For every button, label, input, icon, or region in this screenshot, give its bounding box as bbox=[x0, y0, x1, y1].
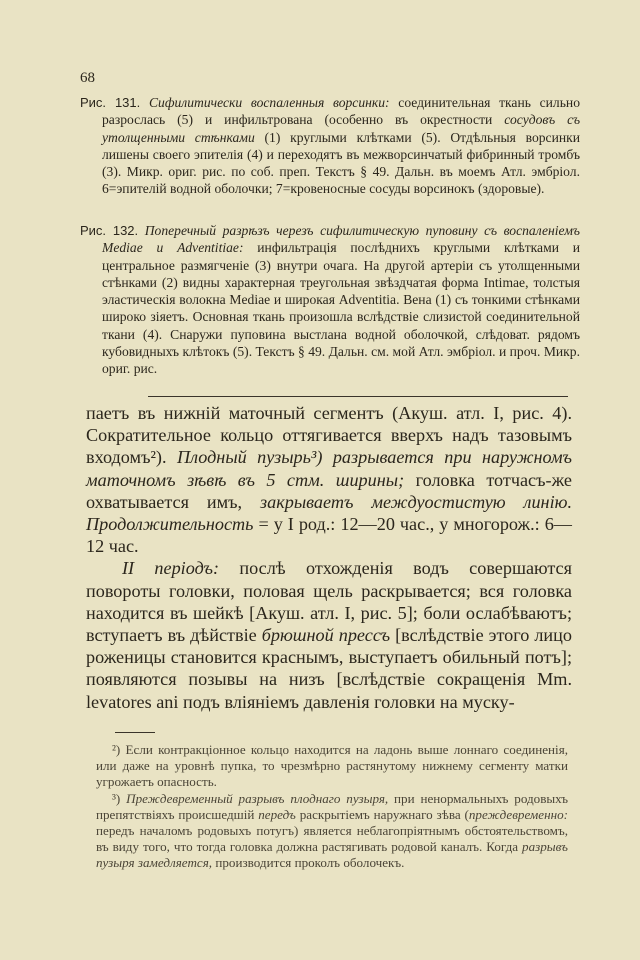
figure-label: Рис. 131. bbox=[80, 95, 141, 110]
caption-italic: сосудовъ съ утолщенными стѣнками bbox=[102, 112, 580, 145]
body-italic: брюшной прессъ bbox=[261, 625, 391, 646]
footnote-text: раскрытіемъ наружнаго зѣва ( bbox=[299, 806, 469, 822]
footnote-italic: Преждевременный разрывъ плоднаго пузыря, bbox=[126, 790, 389, 806]
body-text: [вслѣдствіе этого лицо роженицы становится краснымъ, выступаетъ обильный потъ]; появляются позывы на низъ [вслѣдствіе сокращенія Mm. levatores ani подъ вліяніемъ давленія головки на муску- bbox=[86, 625, 572, 712]
footnote-italic: передъ bbox=[258, 806, 296, 822]
caption-text: инфильтрація послѣднихъ круглыми клѣтками и центральное размягченіе (3) внутри очага. На другой артеріи съ утолщенными стѣнками (2) видны характерная треугольная звѣздчатая форма Intimae, толстыя эластическія волокна Mediae и широкая Adventitia. Вена (1) съ тонкими стѣнками широко зіяетъ. Основная ткань произошла вслѣдствіе слизистой соединительной ткани (4). Снаружи пуповина выстлана водной оболочкой, слѣдоват. рядомъ кубовидныхъ клѣтокъ (5). Текстъ § 49. Дальн. см. мой Атл. эмбріол. и проч. Микр. ориг. рис. bbox=[102, 240, 580, 377]
footnote-3 bbox=[96, 791, 568, 872]
body-text: паетъ въ нижній маточный сегментъ (Акуш. атл. I, рис. 4). Сократительное кольцо оттягивается вверхъ надъ тазовымъ входомъ²). bbox=[86, 403, 572, 468]
caption-title: Сифилитически воспаленныя ворсинки: bbox=[148, 95, 390, 110]
body-text: головка тотчасъ-же охватывается имъ, bbox=[86, 469, 572, 512]
body-text: послѣ отхожденія водъ совершаются повороты головки, половая щель раскрывается; вся головка находится въ шейкѣ [Акуш. атл. I, рис. 5]; боли ослабѣваютъ; вступаетъ въ дѣйствіе bbox=[86, 558, 572, 646]
paragraph bbox=[86, 557, 572, 712]
footnote-divider bbox=[115, 732, 155, 733]
body-italic: Плодный пузырь³) разрывается при наружномъ маточномъ зѣвѣ въ 5 стм. ширины; bbox=[86, 447, 572, 490]
footnote-text: Если контракціонное кольцо находится на ладонь выше лоннаго соединенія, или даже на уровнѣ пупка, то чрезмѣрно растянутому нижнему сегменту матки угрожаетъ опасность. bbox=[96, 742, 568, 790]
figure-caption-131 bbox=[80, 94, 580, 198]
caption-title: Поперечный разрѣзъ черезъ сифилитическую пуповину съ воспаленіемъ Mediae и Adventitiae: bbox=[102, 223, 580, 256]
page-number: 68 bbox=[80, 70, 95, 86]
footnote-text: передъ началомъ родовыхъ потугъ) является неблагопріятнымъ обстоятельствомъ, въ виду того, что тогда головка должна растягивать родовой каналъ. Когда bbox=[96, 823, 568, 855]
footnote-mark: ²) bbox=[112, 742, 121, 757]
caption-divider bbox=[148, 396, 568, 397]
footnote-italic: преждевременно: bbox=[468, 806, 568, 822]
figure-caption-132 bbox=[80, 222, 580, 378]
footnote-mark: ³) bbox=[112, 790, 121, 806]
caption-text: (1) круглыми клѣтками (5). Отдѣльныя ворсинки лишены своего эпителія (4) и переходятъ въ межворсинчатый фибринный тромбъ (3). Микр. ориг. рис. по соб. преп. Текстъ § 49. Дальн. въ моемъ Атл. эмбріол. 6=эпителій водной оболочки; 7=кровеносные сосуды ворсинокъ (здоровые). bbox=[102, 129, 580, 197]
caption-text: соединительная ткань сильно разрослась (5) и инфильтрована (особенно въ окрестности bbox=[102, 95, 580, 128]
body-italic: II періодъ: bbox=[122, 558, 220, 579]
paragraph bbox=[86, 402, 572, 557]
footnote-text: производится проколъ оболочекъ. bbox=[215, 855, 405, 871]
figure-label: Рис. 132. bbox=[80, 223, 139, 238]
footnote-text: при ненормальныхъ родовыхъ препятствіяхъ происшедшій bbox=[96, 790, 568, 822]
footnote-italic: разрывъ пузыря замедляется, bbox=[96, 839, 568, 871]
footnotes bbox=[96, 742, 568, 872]
main-text bbox=[86, 402, 572, 713]
body-italic: закрываетъ междуостистую линію. Продолжительность bbox=[86, 491, 573, 535]
footnote-2 bbox=[96, 742, 568, 791]
body-text: = у I род.: 12—20 час., у многорож.: 6—12 час. bbox=[86, 514, 572, 557]
